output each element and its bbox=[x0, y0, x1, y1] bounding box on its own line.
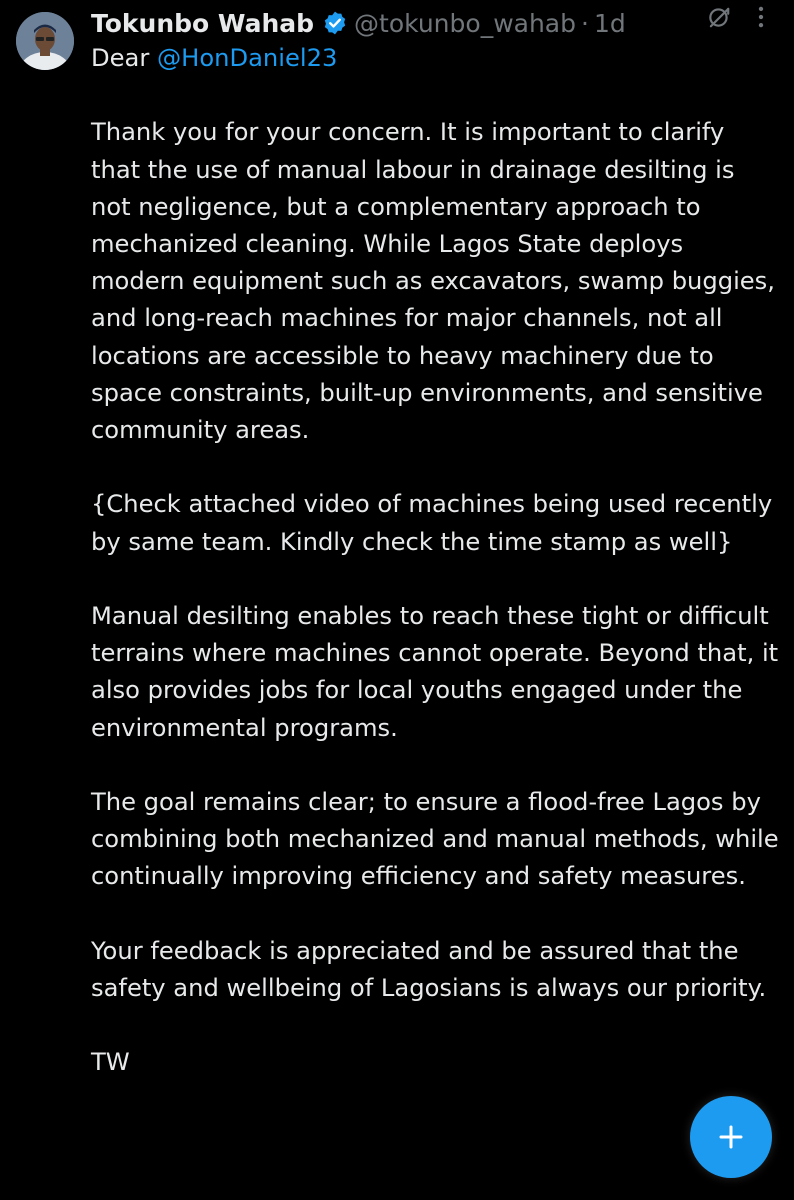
tweet-text bbox=[91, 40, 781, 1082]
tweet-header bbox=[91, 6, 794, 40]
grok-icon[interactable] bbox=[706, 4, 732, 30]
author-name[interactable]: Tokunbo Wahab bbox=[91, 8, 315, 38]
avatar-image bbox=[16, 12, 74, 70]
plus-icon bbox=[716, 1122, 746, 1152]
verified-badge-icon bbox=[322, 10, 348, 36]
mention-link[interactable]: @HonDaniel23 bbox=[156, 44, 338, 72]
author-handle[interactable]: @tokunbo_wahab bbox=[354, 8, 576, 38]
salutation-line bbox=[91, 40, 781, 77]
tweet-signoff: TW bbox=[91, 1048, 130, 1077]
tweet-paragraph: Your feedback is appreciated and be assured that the safety and wellbeing of Lagosians is always our priority. bbox=[91, 936, 767, 1002]
salutation-prefix: Dear bbox=[91, 44, 157, 72]
tweet-timestamp[interactable]: 1d bbox=[593, 8, 626, 38]
tweet-paragraph: {Check attached video of machines being used recently by same team. Kindly check the time stamp as well} bbox=[91, 490, 773, 556]
compose-button[interactable] bbox=[690, 1096, 772, 1178]
tweet-paragraph: Manual desilting enables to reach these tight or difficult terrains where machines cannot operate. Beyond that, it also provides jobs for local youths engaged under the environmental programs. bbox=[91, 602, 779, 742]
tweet-paragraph: Thank you for your concern. It is important to clarify that the use of manual labour in drainage desilting is not negligence, but a complementary approach to mechanized cleaning. While Lagos State deploys modern equipment such as excavators, swamp buggies, and long-reach machines for major channels, not all locations are accessible to heavy machinery due to space constraints, built-up environments, and sensitive community areas. bbox=[91, 118, 775, 445]
more-options-icon[interactable] bbox=[748, 4, 774, 30]
header-separator: · bbox=[581, 8, 589, 38]
tweet-paragraph: The goal remains clear; to ensure a flood-free Lagos by combining both mechanized and manual methods, while continually improving efficiency and safety measures. bbox=[91, 788, 779, 891]
avatar[interactable] bbox=[16, 12, 74, 70]
